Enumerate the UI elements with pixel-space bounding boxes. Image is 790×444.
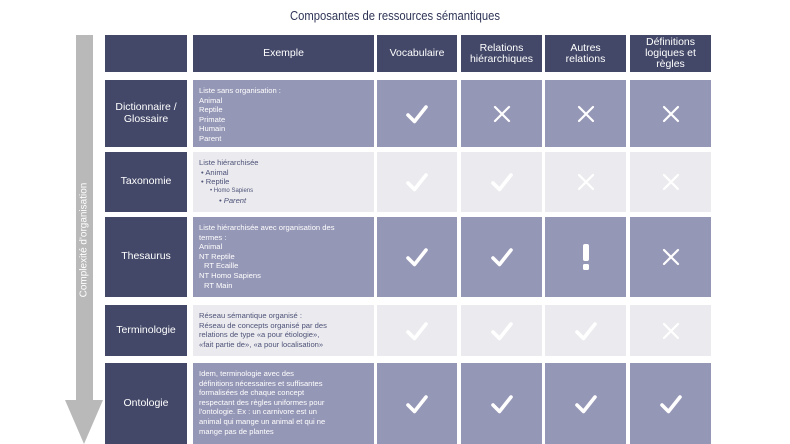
example-line: Primate [199,114,226,124]
cross-icon [661,172,681,192]
example-intro: Liste hiérarchisée [199,158,259,167]
example-line: RT Main [204,280,233,290]
example-thesaurus [193,217,374,297]
example-line: Reptile [199,105,223,115]
mark-cell-hierarchical [461,363,542,444]
mark-cell-other-relations [545,217,626,297]
example-line: NT Reptile [199,251,235,261]
mark-cell-other-relations [545,305,626,356]
example-line: formalisées de chaque concept [199,388,305,398]
example-line: relations de type «a pour étiologie», [199,330,320,340]
row-label-ontology [105,363,187,444]
example-line: Animal [199,95,223,105]
example-line: respectant des règles uniformes pour [199,397,325,407]
example-bullet-level1: • Reptile [201,177,230,187]
check-icon [490,170,514,194]
row-label-taxonomy [105,152,187,212]
check-icon [405,102,429,126]
example-line: NT Homo Sapiens [199,270,261,280]
exclamation-icon [581,243,591,271]
mark-cell-definitions [630,217,711,297]
example-ontology [193,363,374,444]
check-icon [405,170,429,194]
row-label-line2: Glossaire [123,112,169,125]
complexity-axis-label: Complexité d'organisation [78,182,90,298]
mark-cell-other-relations [545,80,626,147]
header-def-line2: logiques et règles [645,47,696,70]
example-line: définitions nécessaires et suffisantes [199,378,323,388]
header-example [193,35,374,72]
mark-cell-vocabulary [377,80,457,147]
mark-cell-other-relations [545,152,626,212]
row-label-line1: Terminologie [116,323,176,336]
header-other-line1: Autres [570,41,601,54]
example-bullet-level3: • Parent [219,196,247,206]
check-icon [659,392,683,416]
cross-icon [661,247,681,267]
example-line: Animal [199,242,223,252]
example-line: Humain [199,124,226,134]
header-hier-line2: hiérarchiques [469,52,534,65]
mark-cell-hierarchical [461,217,542,297]
header-other-relations [545,35,626,72]
header-vocabulary [377,35,457,72]
mark-cell-definitions [630,305,711,356]
row-label-dictionary [105,80,187,147]
mark-cell-vocabulary [377,217,457,297]
cross-icon [576,104,596,124]
example-line: l'ontologie. Ex : un carnivore est un [199,407,317,417]
example-line: RT Ecaille [204,261,239,271]
check-icon [490,319,514,343]
check-icon [405,245,429,269]
example-line: mange pas de plantes [199,426,274,436]
check-icon [490,245,514,269]
example-line: Parent [199,133,222,143]
header-hier-line1: Relations [479,41,524,54]
header-vocabulary-label: Vocabulaire [389,47,445,59]
example-dictionary [193,80,374,147]
row-label-terminology [105,305,187,356]
header-other-line2: relations [565,52,606,65]
header-logical-definitions [630,35,711,72]
example-line: «fait partie de», «a pour localisation» [199,339,324,349]
header-example-label: Exemple [263,47,304,59]
example-taxonomy [193,152,374,212]
check-icon [405,319,429,343]
example-terminology [193,305,374,356]
check-icon [574,319,598,343]
mark-cell-vocabulary [377,305,457,356]
cross-icon [661,321,681,341]
example-intro: termes : [199,232,227,242]
row-label-line1: Thesaurus [121,250,171,263]
mark-cell-hierarchical [461,80,542,147]
complexity-arrow-head [65,400,103,444]
mark-cell-definitions [630,152,711,212]
mark-cell-vocabulary [377,152,457,212]
mark-cell-hierarchical [461,152,542,212]
corner-cell [105,35,187,72]
header-def-line1: Définitions [645,36,696,48]
example-line: animal qui mange un animal et qui ne [199,416,326,426]
example-intro: Liste sans organisation : [199,86,281,95]
mark-cell-vocabulary [377,363,457,444]
check-icon [405,392,429,416]
cross-icon [661,104,681,124]
mark-cell-definitions [630,363,711,444]
cross-icon [576,172,596,192]
example-line: Réseau sémantique organisé : [199,311,303,320]
mark-cell-definitions [630,80,711,147]
example-bullet-level2: • Homo Sapiens [210,187,254,194]
row-label-line1: Ontologie [123,396,169,409]
row-label-line1: Taxonomie [120,175,172,188]
diagram-title: Composantes de ressources sémantiques [289,9,501,23]
cross-icon [492,104,512,124]
row-label-thesaurus [105,217,187,297]
check-icon [574,392,598,416]
example-intro: Liste hiérarchisée avec organisation des [199,223,335,232]
example-line: Réseau de concepts organisé par des [199,320,327,330]
header-hierarchical-relations [461,35,542,72]
example-bullet-level1: • Animal [201,167,229,177]
check-icon [490,392,514,416]
mark-cell-hierarchical [461,305,542,356]
mark-cell-other-relations [545,363,626,444]
example-line: Idem, terminologie avec des [199,369,294,378]
row-label-line1: Dictionnaire / [115,101,177,113]
